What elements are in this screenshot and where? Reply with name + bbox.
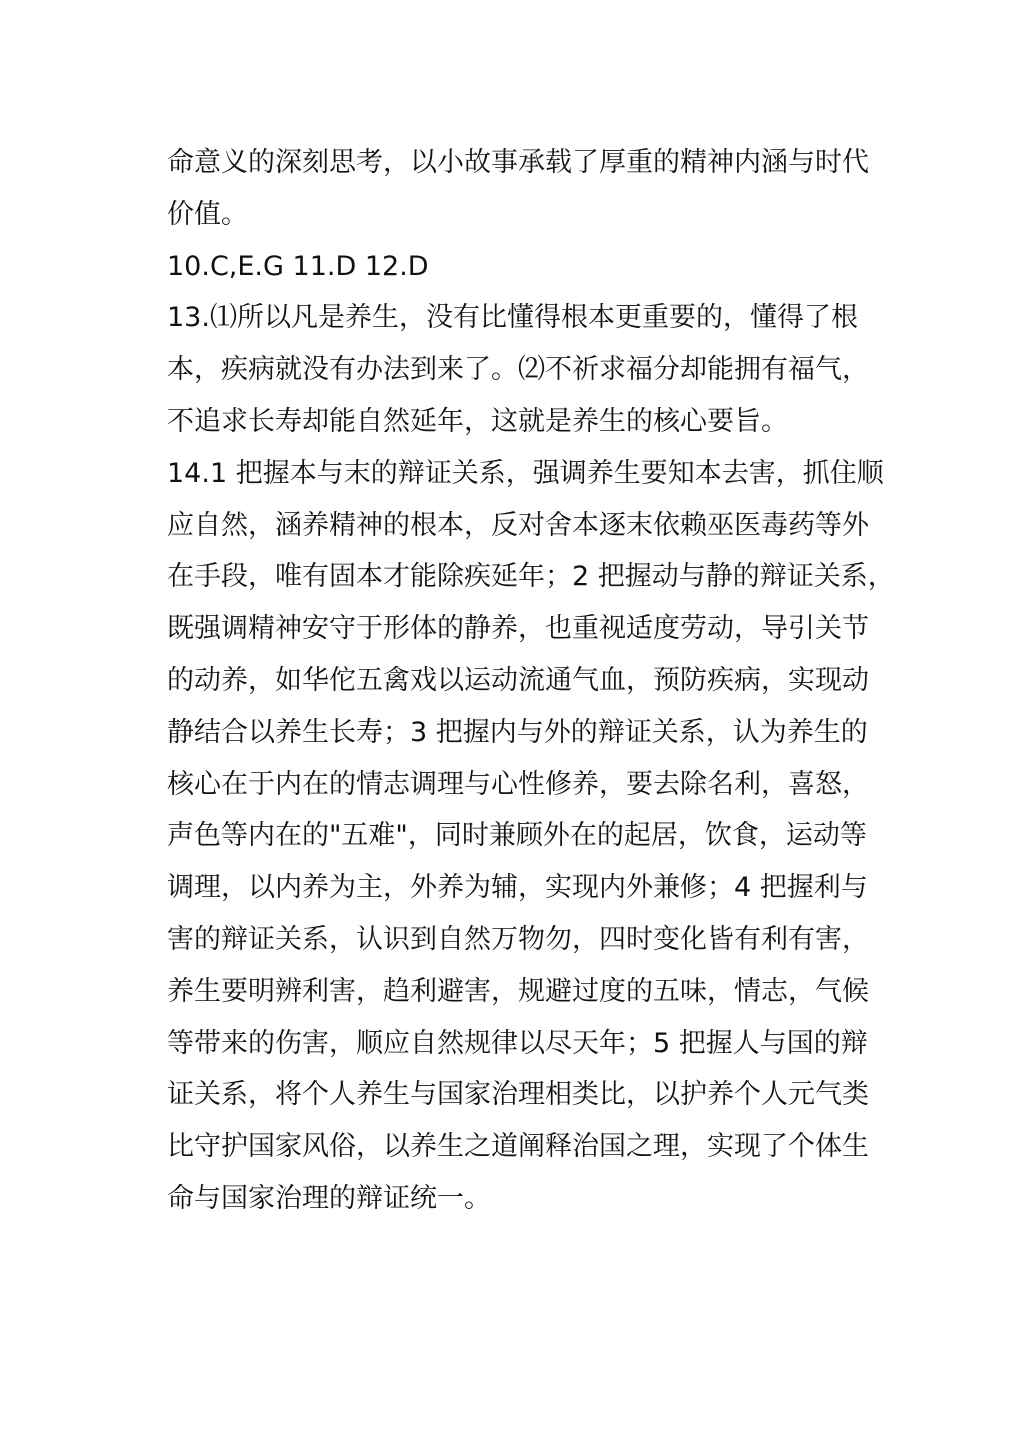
text-line: 害的辩证关系，认识到自然万物勿，四时变化皆有利有害， bbox=[167, 923, 869, 955]
text-line: 证关系，将个人养生与国家治理相类比，以护养个人元气类 bbox=[167, 1079, 869, 1111]
text-line: 13.⑴所以凡是养生，没有比懂得根本更重要的，懂得了根 bbox=[167, 302, 858, 334]
text-line: 14.1 把握本与末的辩证关系，强调养生要知本去害，抓住顺 bbox=[167, 457, 884, 489]
answer-text-block bbox=[167, 137, 895, 1225]
text-line: 核心在于内在的情志调理与心性修养，要去除名利，喜怒， bbox=[167, 768, 869, 800]
text-line: 声色等内在的"五难"，同时兼顾外在的起居，饮食，运动等 bbox=[167, 820, 867, 852]
text-line: 命意义的深刻思考，以小故事承载了厚重的精神内涵与时代 bbox=[167, 147, 869, 178]
text-line: 不追求长寿却能自然延年，这就是养生的核心要旨。 bbox=[167, 405, 788, 437]
text-line: 等带来的伤害，顺应自然规律以尽天年；5 把握人与国的辩 bbox=[167, 1027, 868, 1059]
text-line: 价值。 bbox=[167, 198, 248, 230]
text-line: 命与国家治理的辩证统一。 bbox=[167, 1182, 491, 1214]
text-line: 应自然，涵养精神的根本，反对舍本逐末依赖巫医毒药等外 bbox=[167, 509, 869, 541]
text-line: 的动养，如华佗五禽戏以运动流通气血，预防疾病，实现动 bbox=[167, 664, 869, 696]
text-line: 既强调精神安守于形体的静养，也重视适度劳动，导引关节 bbox=[167, 613, 869, 645]
text-line: 调理，以内养为主，外养为辅，实现内外兼修；4 把握利与 bbox=[167, 872, 868, 904]
text-line: 静结合以养生长寿；3 把握内与外的辩证关系，认为养生的 bbox=[167, 716, 868, 748]
text-line: 养生要明辨利害，趋利避害，规避过度的五味，情志，气候 bbox=[167, 975, 869, 1007]
text-line: 在手段，唯有固本才能除疾延年；2 把握动与静的辩证关系， bbox=[167, 561, 895, 593]
text-line: 比守护国家风俗，以养生之道阐释治国之理，实现了个体生 bbox=[167, 1131, 869, 1163]
text-line: 本，疾病就没有办法到来了。⑵不祈求福分却能拥有福气， bbox=[167, 354, 869, 386]
text-line: 10.C,E.G 11.D 12.D bbox=[167, 250, 429, 282]
